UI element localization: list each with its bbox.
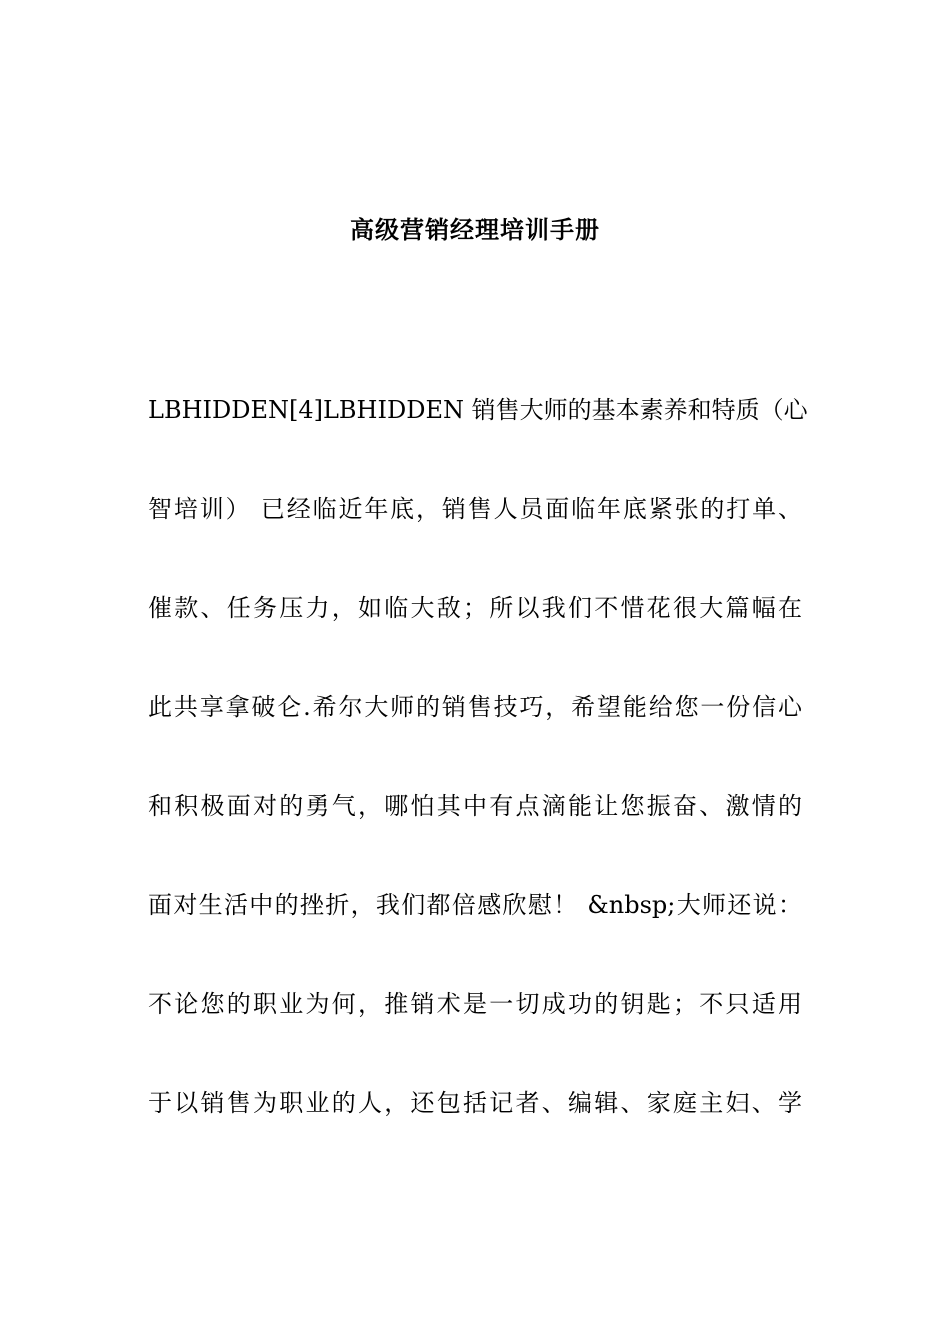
- body-line-6: 面对生活中的挫折，我们都倍感欣慰！ &nbsp;大师还说：: [148, 891, 802, 919]
- document-title: 高级营销经理培训手册: [350, 216, 600, 244]
- body-line-8: 于以销售为职业的人，还包括记者、编辑、家庭主妇、学: [148, 1089, 802, 1117]
- body-line-1: LBHIDDEN[4]LBHIDDEN 销售大师的基本素养和特质（心: [148, 396, 808, 424]
- body-line-4: 此共享拿破仑.希尔大师的销售技巧，希望能给您一份信心: [148, 693, 802, 721]
- document-body: [148, 392, 808, 1184]
- body-line-5: 和积极面对的勇气，哪怕其中有点滴能让您振奋、激情的: [148, 792, 802, 820]
- body-line-7: 不论您的职业为何，推销术是一切成功的钥匙；不只适用: [148, 990, 802, 1018]
- body-line-2: 智培训） 已经临近年底，销售人员面临年底紧张的打单、: [148, 495, 802, 523]
- body-line-3: 催款、任务压力，如临大敌；所以我们不惜花很大篇幅在: [148, 594, 802, 622]
